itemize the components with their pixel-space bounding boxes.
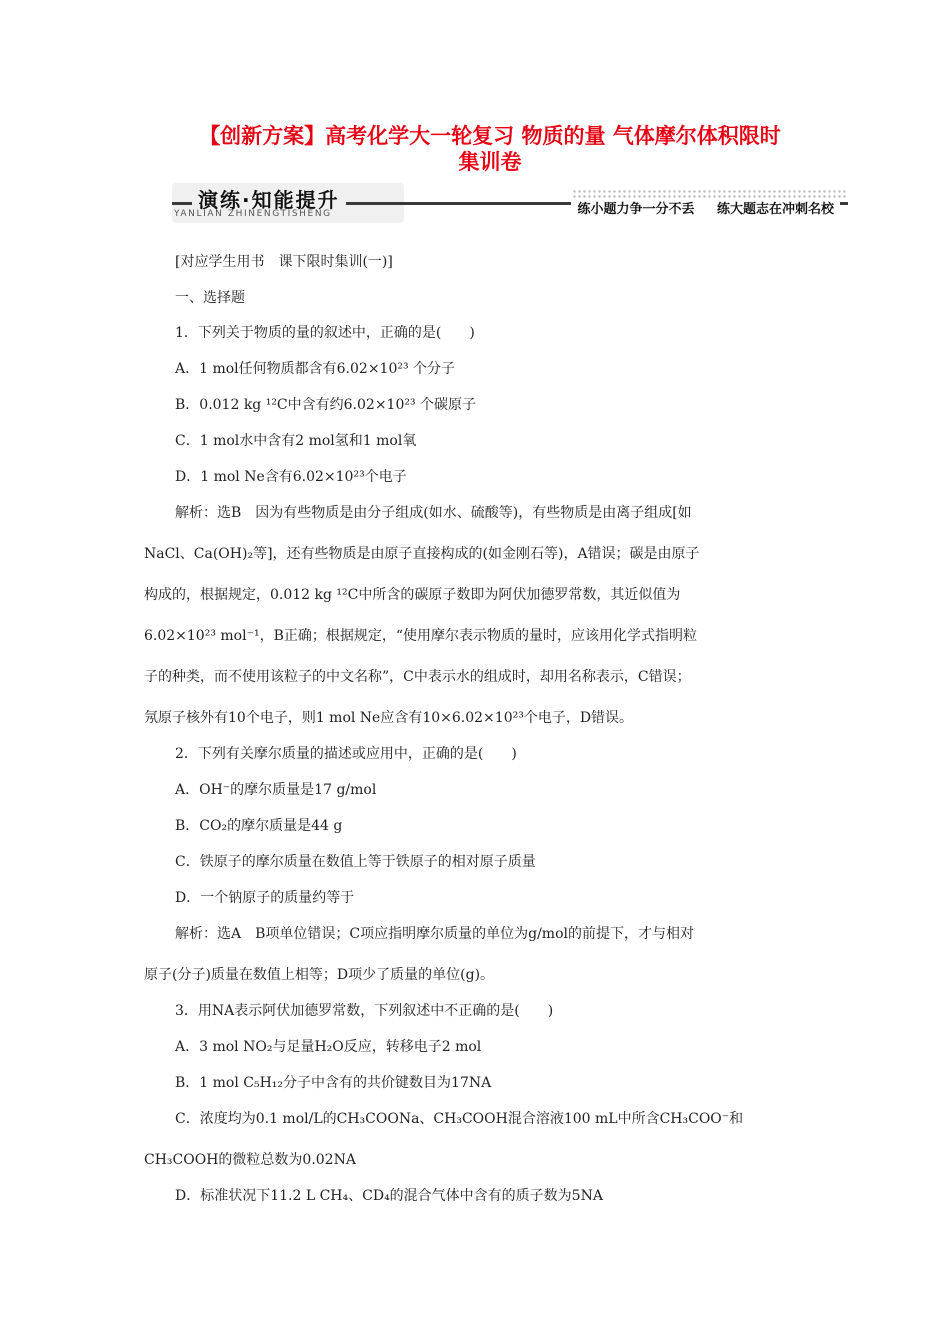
q2-explanation-line: 解析：选A B项单位错误；C项应指明摩尔质量的单位为g/mol的前提下，才与相对 [175, 926, 694, 942]
q1-option-d: D．1 mol Ne含有6.02×10²³个电子 [175, 469, 407, 485]
reference-note: [对应学生用书 课下限时集训(一)] [175, 254, 393, 270]
title-line-1: 【创新方案】高考化学大一轮复习 物质的量 气体摩尔体积限时 [199, 124, 781, 148]
document-title [140, 123, 840, 175]
q2-option-d: D．一个钠原子的质量约等于 [175, 890, 355, 906]
q1-option-c: C．1 mol水中含有2 mol氢和1 mol氧 [175, 433, 417, 449]
banner-heading: 演练·知能提升 [192, 184, 346, 213]
q1-explanation-line: 解析：选B 因为有些物质是由分子组成(如水、硫酸等)，有些物质是由离子组成[如 [175, 505, 692, 521]
question-2: 2．下列有关摩尔质量的描述或应用中，正确的是( ) [175, 746, 517, 762]
banner-motto [571, 198, 840, 217]
banner-pinyin: YANLIAN ZHINENGTISHENG [174, 209, 332, 219]
banner-motto-left: 练小题力争一分不丢 [577, 202, 695, 217]
q2-option-c: C．铁原子的摩尔质量在数值上等于铁原子的相对原子质量 [175, 854, 536, 870]
q2-option-a: A．OH⁻的摩尔质量是17 g/mol [175, 782, 377, 798]
q1-explanation-line: 子的种类，而不使用该粒子的中文名称”，C中表示水的组成时，却用名称表示，C错误； [144, 669, 691, 685]
q1-explanation-line: 6.02×10²³ mol⁻¹，B正确；根据规定，“使用摩尔表示物质的量时，应该用化学式指明粒 [144, 628, 698, 644]
q1-explanation-line: NaCl、Ca(OH)₂等]，还有些物质是由原子直接构成的(如金刚石等)，A错误；碳是由原子 [144, 546, 700, 562]
section-heading: 一、选择题 [175, 290, 245, 306]
q3-option-c-continued: CH₃COOH的微粒总数为0.02NA [144, 1152, 356, 1168]
section-banner [172, 183, 848, 223]
title-line-2: 集训卷 [458, 150, 522, 174]
q3-option-b: B．1 mol C₅H₁₂分子中含有的共价键数目为17NA [175, 1075, 492, 1091]
question-3: 3．用NA表示阿伏加德罗常数，下列叙述中不正确的是( ) [175, 1003, 554, 1019]
q3-option-d: D．标准状况下11.2 L CH₄、CD₄的混合气体中含有的质子数为5NA [175, 1188, 603, 1204]
q1-explanation-line: 构成的，根据规定，0.012 kg ¹²C中所含的碳原子数即为阿伏加德罗常数，其近似值为 [144, 587, 681, 603]
q3-option-a: A．3 mol NO₂与足量H₂O反应，转移电子2 mol [175, 1039, 482, 1055]
q1-option-a: A．1 mol任何物质都含有6.02×10²³ 个分子 [175, 361, 456, 377]
q1-option-b: B．0.012 kg ¹²C中含有约6.02×10²³ 个碳原子 [175, 397, 477, 413]
q2-option-b: B．CO₂的摩尔质量是44 g [175, 818, 343, 834]
banner-motto-right: 练大题志在冲刺名校 [716, 202, 834, 217]
question-1: 1．下列关于物质的量的叙述中，正确的是( ) [175, 325, 475, 341]
q1-explanation-line: 氖原子核外有10个电子，则1 mol Ne应含有10×6.02×10²³个电子，D错误。 [144, 710, 634, 726]
q3-option-c: C．浓度均为0.1 mol/L的CH₃COONa、CH₃COOH混合溶液100 mL中所含CH₃COO⁻和 [175, 1111, 744, 1127]
q2-explanation-line: 原子(分子)质量在数值上相等；D项少了质量的单位(g)。 [144, 967, 495, 983]
